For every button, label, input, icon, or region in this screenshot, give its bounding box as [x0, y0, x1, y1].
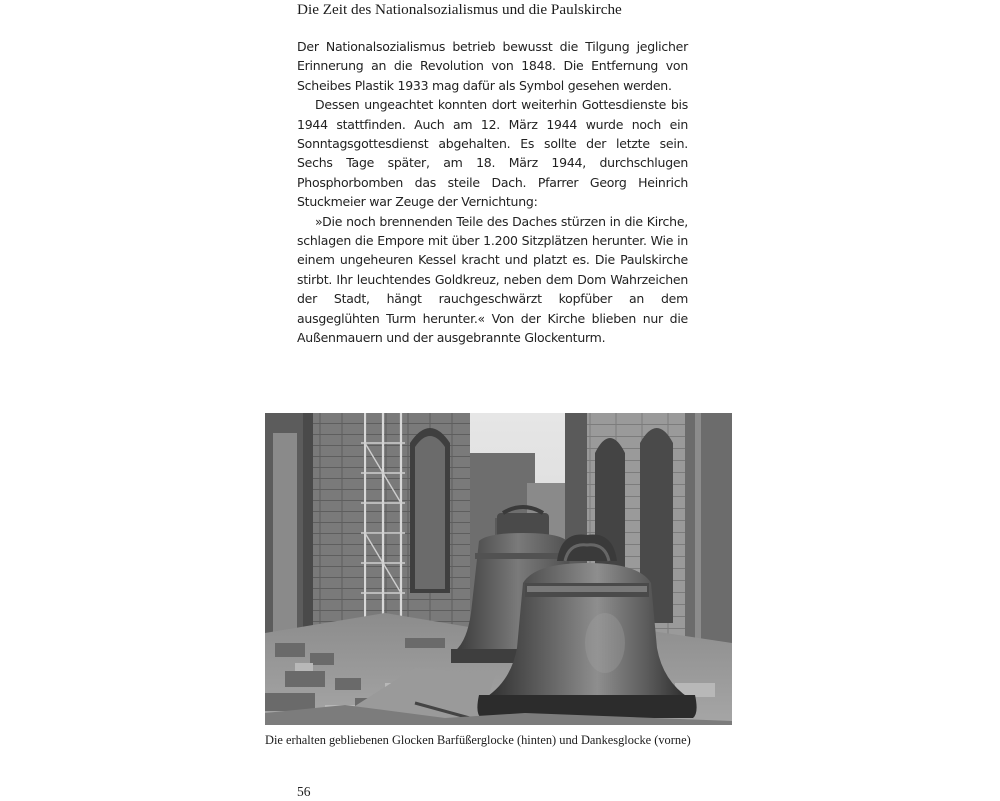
paragraph: »Die noch brennenden Teile des Daches stürzen in die Kirche, schlagen die Empore mit über 1.200 Sitzplätzen herunter. Wie in einem ungeheuren Kessel kracht und platzt es. Die Paulskirche stirbt. Ihr leuchtendes Goldkreuz, neben dem Dom Wahrzeichen der Stadt, hängt rauchgeschwärzt kopfüber an dem ausgeglühten Turm herunter.« Von der Kirche blieben nur die Außenmauern und der ausgebrannte Glockenturm.	[297, 213, 688, 346]
body-text	[297, 37, 688, 348]
bells-photo	[265, 413, 732, 725]
page-heading: Die Zeit des Nationalsozialismus und die Paulskirche	[297, 1, 622, 18]
page-number: 56	[297, 784, 311, 799]
photo-caption: Die erhalten gebliebenen Glocken Barfüßerglocke (hinten) und Dankesglocke (vorne)	[265, 733, 691, 747]
paragraph: Dessen ungeachtet konnten dort weiterhin Gottesdienste bis 1944 stattfinden. Auch am 12. März 1944 wurde noch ein Sonntagsgottesdienst abgehalten. Es sollte der letzte sein. Sechs Tage später, am 18. März 1944, durchschlugen Phosphorbomben das steile Dach. Pfarrer Georg Heinrich Stuckmeier war Zeuge der Vernichtung:	[297, 97, 688, 210]
paragraph: Der Nationalsozialismus betrieb bewusst die Tilgung jeglicher Erinnerung an die Revolution von 1848. Die Entfernung von Scheibes Plastik 1933 mag dafür als Symbol gesehen werden.	[297, 39, 688, 93]
